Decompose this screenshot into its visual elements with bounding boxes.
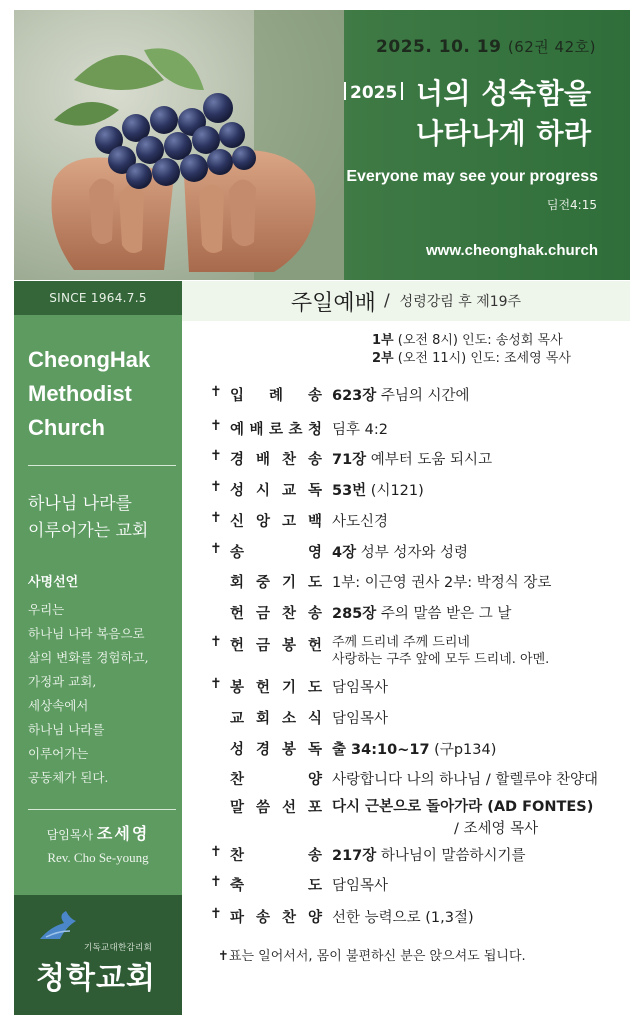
service-title: 주일예배: [290, 290, 376, 316]
worship-item-detail: 담임목사: [332, 711, 389, 727]
divider: [28, 465, 176, 466]
mission-title: 사명선언: [28, 575, 79, 590]
worship-item-detail: 4장 성부 성자와 성령: [332, 545, 468, 561]
church-logo: [14, 895, 182, 1015]
worship-item-label: 교 회 소 식: [230, 711, 322, 727]
theme-verse: 딤전4:15: [546, 198, 597, 212]
church-name-en: CheongHak Methodist Church: [28, 347, 151, 440]
worship-item-detail: 623장 주님의 시간에: [332, 388, 470, 404]
cross-icon: ✝: [210, 634, 222, 650]
worship-item-label: 송 영: [230, 545, 322, 561]
service-header: 주일예배 / 성령강림 후 제19주: [182, 281, 630, 321]
worship-item-detail: 53번 (시121): [332, 483, 424, 499]
worship-item-label: 신 앙 고 백: [230, 514, 322, 530]
cross-icon: ✝: [210, 418, 222, 434]
worship-item-label: 봉 헌 기 도: [230, 680, 322, 696]
church-motto: 하나님 나라를 이루어가는 교회: [28, 494, 149, 541]
worship-item-label: 축 도: [230, 878, 322, 894]
worship-item-label: 경 배 찬 송: [230, 452, 322, 468]
worship-item-detail: 다시 근본으로 돌아가라 (AD FONTES) / 조세영 목사: [332, 799, 594, 837]
liturgical-week: 성령강림 후 제19주: [399, 294, 522, 310]
church-name-ko: 청학교회: [36, 961, 156, 996]
worship-item-label: 성 시 교 독: [230, 483, 322, 499]
cross-icon: ✝: [210, 541, 222, 557]
grapes-in-hands-image: [14, 10, 344, 280]
worship-item-detail: 사랑합니다 나의 하나님 / 할렐루야 찬양대: [332, 772, 599, 788]
mission-statement: 우리는 하나님 나라 복음으로 삶의 변화를 경험하고, 가정과 교회, 세상속에서 하나님 나라를 이루어가는 공동체가 된다.: [28, 602, 149, 785]
bulletin-date: 2025. 10. 19 (62권 42호): [376, 37, 596, 57]
bulletin-volume: (62권 42호): [507, 38, 596, 56]
worship-item-detail: 담임목사: [332, 680, 389, 696]
theme-english: Everyone may see your progress: [346, 168, 598, 185]
cross-icon: ✝: [210, 906, 222, 922]
worship-item-label: 파 송 찬 양: [230, 910, 322, 926]
divider: [28, 809, 176, 810]
cross-icon: ✝: [210, 510, 222, 526]
service-times: 1부 (오전 8시) 인도: 송성회 목사 2부 (오전 11시) 인도: 조세영 목사: [372, 333, 571, 366]
worship-item-detail: 선한 능력으로 (1,3절): [332, 910, 474, 926]
worship-item-label: 헌 금 찬 송: [230, 606, 322, 622]
worship-item-label: 말 씀 선 포: [230, 800, 322, 816]
worship-item-label: 입 례 송: [230, 388, 322, 404]
worship-item-detail: 딤후 4:2: [332, 422, 388, 438]
worship-item-label: 찬 양: [230, 772, 322, 788]
cross-icon: ✝: [210, 384, 222, 400]
worship-item-label: 회 중 기 도: [230, 575, 322, 591]
worship-item-detail: 285장 주의 말씀 받은 그 날: [332, 606, 512, 622]
senior-pastor: 담임목사 조세영 Rev. Cho Se-young: [46, 824, 150, 865]
dove-icon: [36, 909, 80, 945]
cross-icon: ✝: [210, 448, 222, 464]
cross-icon: ✝: [210, 874, 222, 890]
worship-item-detail: 71장 예부터 도움 되시고: [332, 452, 493, 468]
sidebar: [14, 315, 182, 895]
worship-item-label: 성 경 봉 독: [230, 742, 322, 758]
since-label: SINCE 1964.7.5: [14, 281, 182, 315]
worship-item-label: 예 배 로 초 청: [230, 422, 322, 438]
cross-icon: ✝: [210, 676, 222, 692]
worship-item-label: 헌 금 봉 헌: [230, 638, 322, 654]
worship-item-detail: 217장 하나님이 말씀하시기를: [332, 848, 526, 864]
cross-icon: ✝: [210, 479, 222, 495]
cross-icon: ✝: [210, 844, 222, 860]
worship-item-detail: 출 34:10~17 (구p134): [332, 742, 497, 758]
church-url: www.cheonghak.church: [426, 242, 598, 259]
worship-item-label: 찬 송: [230, 848, 322, 864]
worship-item-detail: 주께 드리네 주께 드리네 사랑하는 구주 앞에 모두 드리네. 아멘.: [332, 635, 550, 667]
worship-item-detail: 1부: 이근영 권사 2부: 박정식 장로: [332, 575, 552, 591]
worship-item-detail: 사도신경: [332, 514, 389, 530]
footnote: ✝표는 일어서서, 몸이 불편하신 분은 앉으셔도 됩니다.: [218, 949, 526, 964]
denomination-label: 기독교대한감리회: [84, 943, 153, 953]
theme-year: 2025: [340, 82, 407, 103]
header-banner: [14, 10, 630, 280]
worship-item-detail: 담임목사: [332, 878, 389, 894]
annual-theme: 너의 성숙함을 나타나게 하라: [416, 77, 592, 150]
